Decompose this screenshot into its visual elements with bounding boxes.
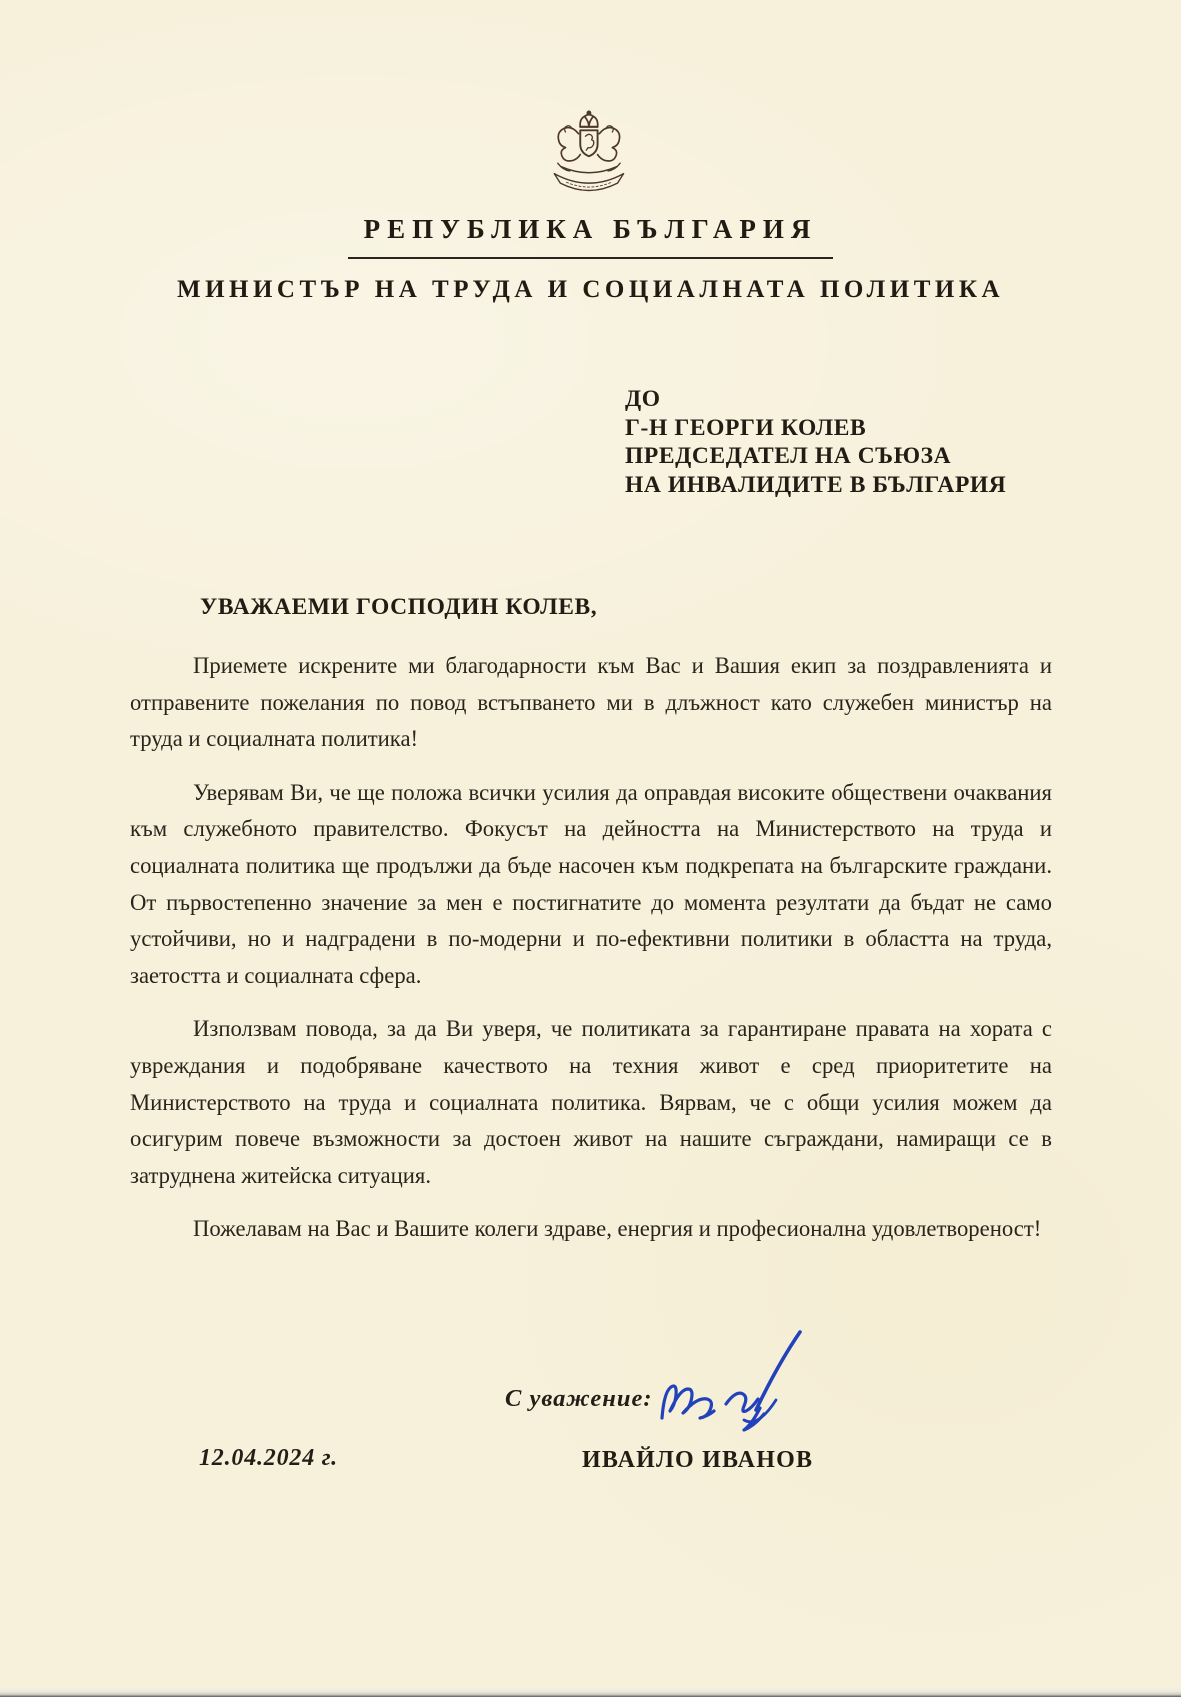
recipient-name: Г-Н ГЕОРГИ КОЛЕВ bbox=[625, 414, 867, 441]
sender-name: ИВАЙЛО ИВАНОВ bbox=[582, 1447, 814, 1473]
republic-title: РЕПУБЛИКА БЪЛГАРИЯ bbox=[348, 214, 834, 259]
paragraph-1: Приемете искрените ми благодарности към Вас и Вашия екип за поздравленията и отправените пожелания по повод встъпването ми в длъжност като служебен министър на труда и социалната политика! bbox=[130, 653, 1052, 752]
handwritten-signature bbox=[648, 1322, 818, 1447]
paragraph-2: Уверявам Ви, че ще положа всички усилия да оправдая високите обществени очаквания към служебното правителство. Фокусът на дейността на Министерството на труда и социалната политика ще продължи да бъде насочен към подкрепата на българските граждани. От първостепенно значение за мен е постигнатите до момента резултати да бъдат не само устойчиви, но и надградени в по-модерни и по-ефективни политики в областта на труда, заетостта и социалната сфера. bbox=[130, 779, 1052, 988]
letter-date: 12.04.2024 г. bbox=[199, 1445, 338, 1471]
recipient-to-label: ДО bbox=[625, 386, 661, 412]
letter-body bbox=[130, 648, 1052, 1265]
recipient-title-line-1: ПРЕДСЕДАТЕЛ НА СЪЮЗА bbox=[625, 443, 952, 469]
recipient-title-line-2: НА ИНВАЛИДИТЕ В БЪЛГАРИЯ bbox=[625, 471, 1007, 498]
bulgaria-coat-of-arms-icon bbox=[536, 108, 640, 208]
salutation: УВАЖАЕМИ ГОСПОДИН КОЛЕВ, bbox=[200, 594, 598, 620]
scan-bottom-edge bbox=[0, 1687, 1181, 1697]
paragraph-4: Пожелавам на Вас и Вашите колеги здраве, енергия и професионална удовлетвореност! bbox=[193, 1216, 1042, 1242]
ministry-title: МИНИСТЪР НА ТРУДА И СОЦИАЛНАТА ПОЛИТИКА bbox=[176, 276, 1005, 303]
recipient-block bbox=[625, 385, 1006, 499]
closing-label: С уважение: bbox=[505, 1385, 653, 1412]
paragraph-3: Използвам повода, за да Ви уверя, че политиката за гарантиране правата на хората с увреждания и подобряване качеството на техния живот е сред приоритетите на Министерството на труда и социалната политика. Вярвам, че с общи усилия можем да осигурим повече възможности за достоен живот на нашите съграждани, намиращи се в затруднена житейска ситуация. bbox=[130, 1016, 1052, 1188]
